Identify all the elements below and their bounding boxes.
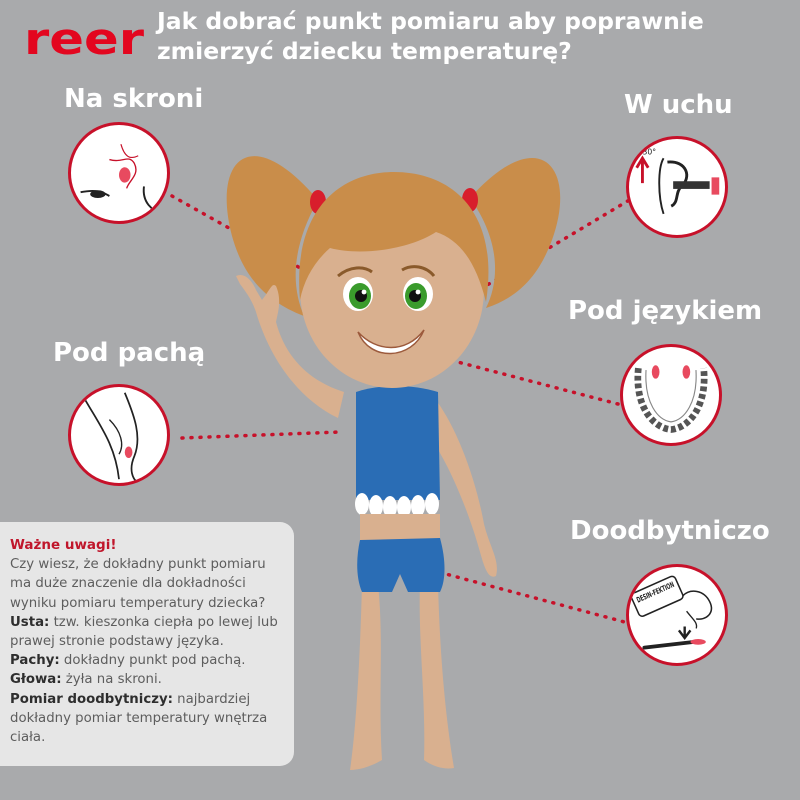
label-temple: Na skroni — [64, 84, 204, 114]
notes-item: Głowa: żyła na skroni. — [10, 672, 162, 688]
page-title: Jak dobrać punkt pomiaru aby poprawnie zmierzyć dziecku temperaturę? — [157, 7, 704, 65]
notes-heading: Ważne uwagi! — [10, 537, 117, 553]
label-rectal: Doodbytniczo — [570, 516, 770, 546]
notes-intro: Czy wiesz, że dokładny punkt pomiaru ma duże znaczenie dla dokładności wyniku pomiaru temperatury dziecka? — [10, 557, 266, 611]
svg-text:30°: 30° — [642, 147, 657, 157]
right-leg — [420, 584, 454, 769]
temple-vein-icon — [68, 122, 170, 224]
disinfection-thermometer-icon — [626, 564, 728, 666]
label-ear: W uchu — [624, 90, 733, 120]
disinfection-label: DESIN-FEKTION — [635, 569, 701, 605]
reer-logo-text: reer — [24, 16, 145, 62]
notes-item: Pachy: dokładny punkt pod pachą. — [10, 653, 246, 669]
right-eye — [403, 277, 433, 311]
shorts — [357, 538, 444, 592]
notes-item: Pomiar doodbytniczy: najbardziej dokładny pomiar temperatury wnętrza ciała. — [10, 691, 268, 746]
mouth-under-tongue-icon — [620, 344, 722, 446]
tank-top — [356, 386, 440, 500]
notes-panel — [0, 522, 294, 766]
label-armpit: Pod pachą — [53, 338, 206, 368]
label-tongue: Pod językiem — [568, 296, 763, 326]
ear-thermometer-icon — [626, 136, 728, 238]
left-leg — [350, 584, 382, 770]
left-eye — [343, 277, 373, 311]
armpit-icon — [68, 384, 170, 486]
notes-item: Usta: tzw. kieszonka ciepła po lewej lub prawej stronie podstawy języka. — [10, 614, 278, 650]
